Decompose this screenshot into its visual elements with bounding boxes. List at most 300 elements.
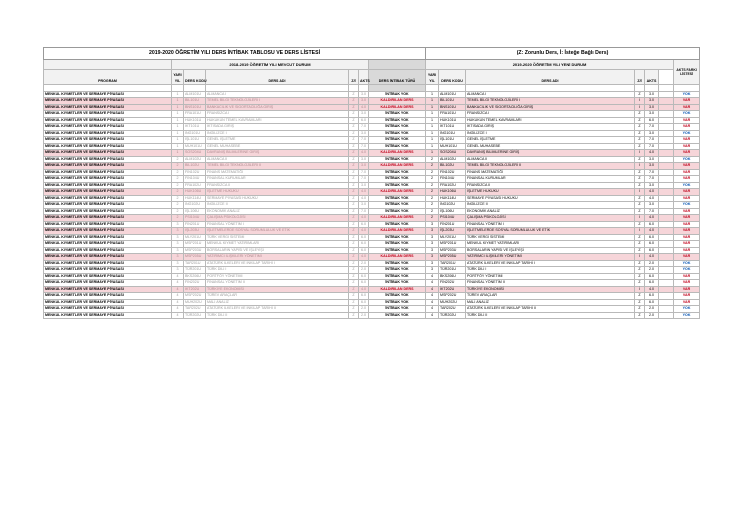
new-year-cell: 1 [426, 91, 439, 98]
old-code-cell: HUK106U [184, 189, 206, 196]
old-type-cell: Z [349, 104, 359, 111]
new-name-cell: GENEL İŞLETME [466, 137, 635, 144]
new-year-cell: 4 [426, 273, 439, 280]
new-name-cell: BORSALARIN YAPISI VE İŞLEYİŞİ [466, 247, 635, 254]
program-cell: MENKUL KIYMETLER VE SERMAYE PİYASASI [44, 299, 172, 306]
old-year-cell: 2 [172, 208, 184, 215]
old-year-cell: 1 [172, 98, 184, 105]
new-credit-cell: 4.0 [645, 189, 659, 196]
akts-diff-cell: VAR [674, 117, 700, 124]
new-code-cell: BNS101U [439, 104, 466, 111]
old-year-cell: 4 [172, 273, 184, 280]
old-year-cell: 4 [172, 306, 184, 313]
old-credit-cell: 3.0 [359, 130, 369, 137]
new-name-cell: FİNANSAL KURUMLAR [466, 176, 635, 183]
program-cell: MENKUL KIYMETLER VE SERMAYE PİYASASI [44, 137, 172, 144]
akts-diff-cell: VAR [674, 143, 700, 150]
new-code-cell: İŞL101U [439, 137, 466, 144]
old-type-cell: Z [349, 286, 359, 293]
new-code-cell: FİN102U [439, 169, 466, 176]
new-code-cell: İŞL106U [439, 208, 466, 215]
akts-diff-cell: VAR [674, 137, 700, 144]
old-credit-cell: 6.0 [359, 273, 369, 280]
new-year-cell: 3 [426, 254, 439, 261]
program-cell: MENKUL KIYMETLER VE SERMAYE PİYASASI [44, 124, 172, 131]
program-cell: MENKUL KIYMETLER VE SERMAYE PİYASASI [44, 156, 172, 163]
status-cell: İNTİBAK YOK [369, 202, 426, 209]
old-credit-cell: 4.0 [359, 195, 369, 202]
old-year-cell: 4 [172, 293, 184, 300]
akts-diff-cell: VAR [674, 208, 700, 215]
old-code-cell: İŞL106U [184, 208, 206, 215]
status-cell: İNTİBAK YOK [369, 273, 426, 280]
old-type-cell: Z [349, 215, 359, 222]
old-credit-cell: 4.0 [359, 286, 369, 293]
old-year-cell: 1 [172, 111, 184, 118]
new-credit-cell: 3.0 [645, 156, 659, 163]
new-code-cell: TÜR202U [439, 312, 466, 319]
new-year-cell: 2 [426, 182, 439, 189]
akts-diff-cell: VAR [674, 241, 700, 248]
new-credit-cell: 7.0 [645, 208, 659, 215]
new-name-cell: ÇALIŞMA PSİKOLOJİSİ [466, 215, 635, 222]
col-credit: AKTS [359, 70, 369, 85]
new-code-cell: MUH101U [439, 143, 466, 150]
old-name-cell: BANKACILIK VE SİGORTACILIĞA GİRİŞ [206, 104, 349, 111]
status-cell: İNTİBAK YOK [369, 247, 426, 254]
new-code-cell: TÜR201U [439, 267, 466, 274]
new-name-cell: İNGİLİZCE II [466, 202, 635, 209]
old-name-cell: İKTİSADA GİRİŞ [206, 124, 349, 131]
old-year-cell: 2 [172, 189, 184, 196]
new-name-cell: MENKUL KIYMET YATIRIMLARI [466, 241, 635, 248]
status-cell: KALDIRILAN DERS [369, 189, 426, 196]
new-type-cell: Z [635, 182, 645, 189]
old-credit-cell: 6.0 [359, 293, 369, 300]
old-credit-cell: 6.0 [359, 234, 369, 241]
program-cell: MENKUL KIYMETLER VE SERMAYE PİYASASI [44, 228, 172, 235]
new-name-cell: İKTİSADA GİRİŞ [466, 124, 635, 131]
col-code-new: DERS KODU [439, 70, 466, 85]
old-type-cell: Z [349, 228, 359, 235]
new-type-cell: Z [635, 208, 645, 215]
new-code-cell: HUK101U [439, 117, 466, 124]
old-type-cell: Z [349, 267, 359, 274]
new-type-cell: Z [635, 247, 645, 254]
old-name-cell: FRANSIZCA II [206, 182, 349, 189]
akts-diff-cell: YOK [674, 260, 700, 267]
new-code-cell: ALM102U [439, 156, 466, 163]
col-year-new: YARI YIL [426, 70, 439, 85]
akts-diff-cell: VAR [674, 299, 700, 306]
new-name-cell: FRANSIZCA I [466, 111, 635, 118]
old-code-cell: İŞL101U [184, 137, 206, 144]
new-year-cell: 3 [426, 247, 439, 254]
new-type-cell: Z [635, 241, 645, 248]
program-cell: MENKUL KIYMETLER VE SERMAYE PİYASASI [44, 280, 172, 287]
new-year-cell: 4 [426, 299, 439, 306]
new-code-cell: MSP202U [439, 293, 466, 300]
old-year-cell: 1 [172, 137, 184, 144]
old-type-cell: Z [349, 98, 359, 105]
status-cell: İNTİBAK YOK [369, 280, 426, 287]
program-cell: MENKUL KIYMETLER VE SERMAYE PİYASASI [44, 260, 172, 267]
akts-diff-cell: VAR [674, 280, 700, 287]
status-cell: İNTİBAK YOK [369, 156, 426, 163]
old-code-cell: FİN202U [184, 280, 206, 287]
new-credit-cell: 3.0 [645, 91, 659, 98]
new-code-cell: HUK106U [439, 189, 466, 196]
col-name-new: DERS ADI [466, 70, 635, 85]
new-type-cell: Z [635, 267, 645, 274]
new-code-cell: MLY201U [439, 234, 466, 241]
old-name-cell: SERMAYE PİYASASI HUKUKU [206, 195, 349, 202]
old-type-cell: Z [349, 137, 359, 144]
new-year-cell: 4 [426, 306, 439, 313]
new-credit-cell: 3.0 [645, 130, 659, 137]
new-type-cell: İ [635, 286, 645, 293]
new-credit-cell: 4.0 [645, 150, 659, 157]
akts-diff-cell: VAR [674, 221, 700, 228]
status-cell: KALDIRILAN DERS [369, 215, 426, 222]
akts-diff-cell: YOK [674, 111, 700, 118]
new-type-cell: Z [635, 169, 645, 176]
old-type-cell: Z [349, 143, 359, 150]
new-name-cell: DAVRANIŞ BİLİMLERİNE GİRİŞ [466, 150, 635, 157]
old-credit-cell: 4.0 [359, 254, 369, 261]
old-code-cell: HUK101U [184, 117, 206, 124]
old-credit-cell: 7.0 [359, 208, 369, 215]
new-type-cell: Z [635, 176, 645, 183]
old-name-cell: TÜRK DİLİ I [206, 267, 349, 274]
new-credit-cell: 4.0 [645, 215, 659, 222]
old-type-cell: Z [349, 293, 359, 300]
program-cell: MENKUL KIYMETLER VE SERMAYE PİYASASI [44, 143, 172, 150]
status-cell: İNTİBAK YOK [369, 124, 426, 131]
new-code-cell: TAR201U [439, 260, 466, 267]
old-type-cell: Z [349, 195, 359, 202]
new-credit-cell: 6.0 [645, 293, 659, 300]
new-code-cell: İKT202U [439, 286, 466, 293]
program-cell: MENKUL KIYMETLER VE SERMAYE PİYASASI [44, 254, 172, 261]
program-cell: MENKUL KIYMETLER VE SERMAYE PİYASASI [44, 312, 172, 319]
old-credit-cell: 6.0 [359, 117, 369, 124]
program-cell: MENKUL KIYMETLER VE SERMAYE PİYASASI [44, 111, 172, 118]
old-name-cell: ATATÜRK İLKELERİ VE İNKILAP TARİHİ I [206, 260, 349, 267]
old-name-cell: ALMANCA II [206, 156, 349, 163]
old-code-cell: İNG102U [184, 202, 206, 209]
old-year-cell: 1 [172, 91, 184, 98]
new-name-cell: TÜREV ARAÇLAR [466, 293, 635, 300]
old-name-cell: ÇALIŞMA PSİKOLOJİSİ [206, 215, 349, 222]
old-credit-cell: 6.0 [359, 241, 369, 248]
new-type-cell: Z [635, 124, 645, 131]
status-cell: İNTİBAK YOK [369, 260, 426, 267]
program-cell: MENKUL KIYMETLER VE SERMAYE PİYASASI [44, 293, 172, 300]
program-cell: MENKUL KIYMETLER VE SERMAYE PİYASASI [44, 98, 172, 105]
status-cell: İNTİBAK YOK [369, 91, 426, 98]
blank-cell [659, 312, 674, 319]
status-cell: İNTİBAK YOK [369, 176, 426, 183]
old-type-cell: Z [349, 254, 359, 261]
col-credit-new: AKTS [645, 70, 659, 85]
old-code-cell: TÜR202U [184, 312, 206, 319]
old-name-cell: İŞLETMELERDE SOSYAL SORUMLULUK VE ETİK [206, 228, 349, 235]
program-cell: MENKUL KIYMETLER VE SERMAYE PİYASASI [44, 150, 172, 157]
old-name-cell: TEMEL BİLGİ TEKNOLOJİLERİ I [206, 98, 349, 105]
status-cell: İNTİBAK YOK [369, 241, 426, 248]
new-type-cell: Z [635, 130, 645, 137]
new-name-cell: ALMANCA II [466, 156, 635, 163]
new-type-cell: Z [635, 137, 645, 144]
new-code-cell: MSP201U [439, 241, 466, 248]
new-year-cell: 2 [426, 195, 439, 202]
new-credit-cell: 2.0 [645, 260, 659, 267]
new-year-cell: 3 [426, 267, 439, 274]
program-cell: MENKUL KIYMETLER VE SERMAYE PİYASASI [44, 286, 172, 293]
old-credit-cell: 3.0 [359, 202, 369, 209]
new-type-cell: İ [635, 228, 645, 235]
table-row [44, 312, 700, 319]
akts-diff-cell: YOK [674, 312, 700, 319]
old-code-cell: İKT101U [184, 124, 206, 131]
new-type-cell: Z [635, 156, 645, 163]
old-name-cell: DAVRANIŞ BİLİMLERİNE GİRİŞ [206, 150, 349, 157]
old-type-cell: Z [349, 312, 359, 319]
column-header-row [44, 70, 700, 85]
akts-diff-cell: VAR [674, 163, 700, 170]
new-year-cell: 2 [426, 163, 439, 170]
akts-diff-cell: YOK [674, 130, 700, 137]
old-type-cell: Z [349, 117, 359, 124]
old-year-cell: 4 [172, 280, 184, 287]
old-type-cell: Z [349, 234, 359, 241]
akts-diff-header: AKTS FARKI LİSTESİ [674, 60, 700, 85]
new-name-cell: ALMANCA I [466, 91, 635, 98]
old-credit-cell: 6.0 [359, 221, 369, 228]
program-cell: MENKUL KIYMETLER VE SERMAYE PİYASASI [44, 182, 172, 189]
old-credit-cell: 6.0 [359, 299, 369, 306]
new-type-cell: Z [635, 273, 645, 280]
new-type-cell: İ [635, 150, 645, 157]
old-credit-cell: 3.0 [359, 156, 369, 163]
old-credit-cell: 4.0 [359, 228, 369, 235]
old-name-cell: FİNANS MATEMATİĞİ [206, 169, 349, 176]
program-cell: MENKUL KIYMETLER VE SERMAYE PİYASASI [44, 176, 172, 183]
col-program: PROGRAM [44, 70, 172, 85]
course-table-sheet [43, 47, 699, 319]
new-credit-cell: 7.0 [645, 143, 659, 150]
old-year-cell: 1 [172, 150, 184, 157]
program-cell: MENKUL KIYMETLER VE SERMAYE PİYASASI [44, 169, 172, 176]
old-code-cell: MSP205U [184, 254, 206, 261]
old-section-title: 2018-2019 ÖĞRETİM YILI MEVCUT DURUM [172, 60, 369, 70]
new-year-cell: 1 [426, 104, 439, 111]
old-type-cell: Z [349, 260, 359, 267]
new-name-cell: ATATÜRK İLKELERİ VE İNKILAP TARİHİ II [466, 306, 635, 313]
old-name-cell: YATIRIMCI İLİŞKİLERİ YÖNETİMİ [206, 254, 349, 261]
old-type-cell: Z [349, 306, 359, 313]
program-cell: MENKUL KIYMETLER VE SERMAYE PİYASASI [44, 202, 172, 209]
status-cell: KALDIRILAN DERS [369, 254, 426, 261]
akts-diff-cell: YOK [674, 267, 700, 274]
akts-diff-cell: VAR [674, 98, 700, 105]
program-cell: MENKUL KIYMETLER VE SERMAYE PİYASASI [44, 215, 172, 222]
new-name-cell: YATIRIMCI İLİŞKİLERİ YÖNETİMİ [466, 254, 635, 261]
akts-diff-cell: VAR [674, 176, 700, 183]
new-credit-cell: 4.0 [645, 195, 659, 202]
status-cell: İNTİBAK YOK [369, 169, 426, 176]
old-year-cell: 3 [172, 254, 184, 261]
program-cell: MENKUL KIYMETLER VE SERMAYE PİYASASI [44, 91, 172, 98]
new-credit-cell: 4.0 [645, 254, 659, 261]
program-cell: MENKUL KIYMETLER VE SERMAYE PİYASASI [44, 117, 172, 124]
new-code-cell: MSP205U [439, 254, 466, 261]
old-year-cell: 3 [172, 228, 184, 235]
old-type-cell: Z [349, 163, 359, 170]
program-cell: MENKUL KIYMETLER VE SERMAYE PİYASASI [44, 247, 172, 254]
old-name-cell: ALMANCA I [206, 91, 349, 98]
new-name-cell: SERMAYE PİYASASI HUKUKU [466, 195, 635, 202]
akts-diff-cell: VAR [674, 104, 700, 111]
new-credit-cell: 6.0 [645, 117, 659, 124]
old-code-cell: FRA102U [184, 182, 206, 189]
old-year-cell: 1 [172, 143, 184, 150]
new-name-cell: PORTFÖY YÖNETİMİ [466, 273, 635, 280]
old-code-cell: HUK114U [184, 195, 206, 202]
col-code: DERS KODU [184, 70, 206, 85]
akts-diff-cell: VAR [674, 273, 700, 280]
new-code-cell: İNG102U [439, 202, 466, 209]
new-credit-cell: 6.0 [645, 221, 659, 228]
new-type-cell: Z [635, 143, 645, 150]
akts-diff-cell: VAR [674, 254, 700, 261]
new-name-cell: TEMEL BİLGİ TEKNOLOJİLERİ II [466, 163, 635, 170]
new-credit-cell: 7.0 [645, 176, 659, 183]
old-name-cell: EKONOMİK ANALİZ [206, 208, 349, 215]
status-cell: İNTİBAK YOK [369, 137, 426, 144]
program-cell: MENKUL KIYMETLER VE SERMAYE PİYASASI [44, 208, 172, 215]
new-code-cell: İNG101U [439, 130, 466, 137]
old-credit-cell: 7.0 [359, 124, 369, 131]
program-cell: MENKUL KIYMETLER VE SERMAYE PİYASASI [44, 273, 172, 280]
new-credit-cell: 2.0 [645, 312, 659, 319]
old-year-cell: 3 [172, 260, 184, 267]
old-code-cell: MUH202U [184, 299, 206, 306]
old-name-cell: FRANSIZCA I [206, 111, 349, 118]
old-year-cell: 3 [172, 241, 184, 248]
old-credit-cell: 3.0 [359, 98, 369, 105]
old-code-cell: MSP202U [184, 293, 206, 300]
old-credit-cell: 6.0 [359, 280, 369, 287]
new-year-cell: 1 [426, 137, 439, 144]
empty-cell [44, 60, 172, 70]
old-code-cell: FİN104U [184, 176, 206, 183]
old-code-cell: İNG101U [184, 130, 206, 137]
new-code-cell: HUK114U [439, 195, 466, 202]
old-year-cell: 3 [172, 247, 184, 254]
old-credit-cell: 7.0 [359, 137, 369, 144]
new-name-cell: FİNANS MATEMATİĞİ [466, 169, 635, 176]
new-name-cell: HUKUKUN TEMEL KAVRAMLARI [466, 117, 635, 124]
empty-cell [369, 60, 426, 70]
old-type-cell: Z [349, 169, 359, 176]
new-type-cell: Z [635, 280, 645, 287]
new-credit-cell: 6.0 [645, 234, 659, 241]
new-type-cell: Z [635, 260, 645, 267]
new-name-cell: ATATÜRK İLKELERİ VE İNKILAP TARİHİ I [466, 260, 635, 267]
program-cell: MENKUL KIYMETLER VE SERMAYE PİYASASI [44, 163, 172, 170]
new-type-cell: Z [635, 195, 645, 202]
old-type-cell: Z [349, 221, 359, 228]
old-type-cell: Z [349, 111, 359, 118]
old-year-cell: 2 [172, 169, 184, 176]
new-year-cell: 3 [426, 221, 439, 228]
new-name-cell: BANKACILIK VE SİGORTACILIĞA GİRİŞ [466, 104, 635, 111]
old-type-cell: Z [349, 124, 359, 131]
program-cell: MENKUL KIYMETLER VE SERMAYE PİYASASI [44, 306, 172, 313]
old-code-cell: İKT202U [184, 286, 206, 293]
new-credit-cell: 3.0 [645, 104, 659, 111]
new-year-cell: 3 [426, 241, 439, 248]
new-credit-cell: 2.0 [645, 306, 659, 313]
new-type-cell: İ [635, 104, 645, 111]
old-year-cell: 4 [172, 312, 184, 319]
old-name-cell: HUKUKUN TEMEL KAVRAMLARI [206, 117, 349, 124]
new-year-cell: 4 [426, 280, 439, 287]
section-header-row [44, 60, 700, 70]
old-credit-cell: 4.0 [359, 189, 369, 196]
new-type-cell: Z [635, 111, 645, 118]
status-cell: İNTİBAK YOK [369, 111, 426, 118]
old-code-cell: MLY201U [184, 234, 206, 241]
akts-diff-cell: VAR [674, 293, 700, 300]
old-code-cell: FRA101U [184, 111, 206, 118]
old-year-cell: 3 [172, 221, 184, 228]
status-cell: İNTİBAK YOK [369, 312, 426, 319]
old-credit-cell: 3.0 [359, 111, 369, 118]
new-name-cell: İŞLETMELERDE SOSYAL SORUMLULUK VE ETİK [466, 228, 635, 235]
program-cell: MENKUL KIYMETLER VE SERMAYE PİYASASI [44, 104, 172, 111]
old-name-cell: İNGİLİZCE I [206, 130, 349, 137]
old-name-cell: FİNANSAL KURUMLAR [206, 176, 349, 183]
new-credit-cell: 7.0 [645, 137, 659, 144]
old-name-cell: GENEL İŞLETME [206, 137, 349, 144]
new-year-cell: 1 [426, 124, 439, 131]
new-year-cell: 1 [426, 150, 439, 157]
new-type-cell: İ [635, 215, 645, 222]
akts-diff-cell: YOK [674, 306, 700, 313]
new-credit-cell: 6.0 [645, 241, 659, 248]
new-name-cell: FRANSIZCA II [466, 182, 635, 189]
new-code-cell: FİN202U [439, 280, 466, 287]
old-type-cell: Z [349, 202, 359, 209]
old-year-cell: 3 [172, 234, 184, 241]
new-year-cell: 2 [426, 176, 439, 183]
old-code-cell: MUH101U [184, 143, 206, 150]
program-cell: MENKUL KIYMETLER VE SERMAYE PİYASASI [44, 241, 172, 248]
status-cell: İNTİBAK YOK [369, 195, 426, 202]
new-section-title: 2019-2020 ÖĞRETİM YILI YENİ DURUM [426, 60, 674, 70]
new-year-cell: 2 [426, 189, 439, 196]
new-year-cell: 2 [426, 156, 439, 163]
program-cell: MENKUL KIYMETLER VE SERMAYE PİYASASI [44, 221, 172, 228]
new-year-cell: 1 [426, 143, 439, 150]
old-name-cell: MENKUL KIYMET YATIRIMLARI [206, 241, 349, 248]
old-type-cell: Z [349, 176, 359, 183]
old-year-cell: 1 [172, 117, 184, 124]
old-year-cell: 4 [172, 299, 184, 306]
